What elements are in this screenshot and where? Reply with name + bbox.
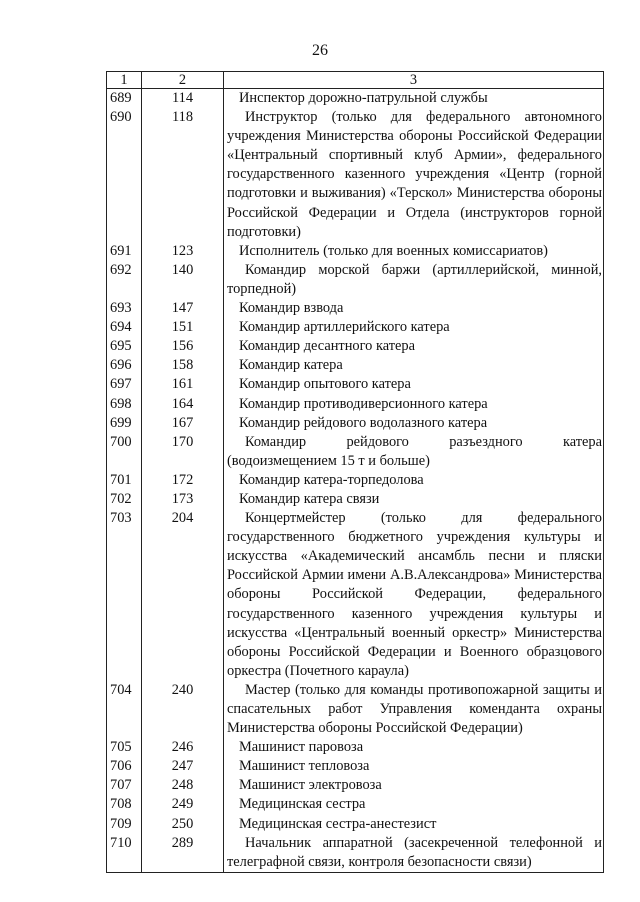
table-row [107,242,604,261]
table-row [107,757,604,776]
row-number: 691 [107,242,142,261]
row-number: 709 [107,815,142,834]
position-title: Командир рейдового разъездного катера (водоизмещением 15 т и больше) [224,433,604,471]
row-number: 707 [107,776,142,795]
table-row [107,834,604,873]
page-number: 26 [312,42,328,59]
table-row [107,261,604,299]
row-number: 693 [107,299,142,318]
position-code: 250 [142,815,224,834]
position-code: 123 [142,242,224,261]
table-row [107,395,604,414]
row-number: 698 [107,395,142,414]
row-number: 710 [107,834,142,873]
row-number: 700 [107,433,142,471]
position-code: 170 [142,433,224,471]
column-header-1: 1 [107,72,142,89]
position-title: Командир катера-торпедолова [224,471,604,490]
table-row [107,375,604,394]
row-number: 706 [107,757,142,776]
position-code: 161 [142,375,224,394]
position-code: 114 [142,89,224,109]
position-code: 173 [142,490,224,509]
position-title: Исполнитель (только для военных комиссариатов) [224,242,604,261]
position-code: 240 [142,681,224,738]
position-title: Инструктор (только для федерального автономного учреждения Министерства обороны Российской Федерации «Центральный спортивный клуб Армии», федерального государственного казенного учреждения «Центр (горной подготовки и выживания) «Терскол» Министерства обороны Российской Федерации и Отдела (инструкторов горной подготовки) [224,108,604,242]
position-title: Машинист паровоза [224,738,604,757]
position-code: 248 [142,776,224,795]
position-code: 118 [142,108,224,242]
position-title: Медицинская сестра-анестезист [224,815,604,834]
row-number: 692 [107,261,142,299]
position-code: 249 [142,795,224,814]
table-row [107,815,604,834]
table-row [107,433,604,471]
row-number: 689 [107,89,142,109]
row-number: 690 [107,108,142,242]
position-title: Командир артиллерийского катера [224,318,604,337]
table-body [107,89,604,873]
row-number: 695 [107,337,142,356]
position-title: Командир катера связи [224,490,604,509]
position-title: Концертмейстер (только для федерального государственного бюджетного учреждения культуры и искусства «Академический ансамбль песни и пляски Российской Армии имени А.В.Александрова» Министерства обороны Российской Федерации, федерального государственного казенного учреждения культуры и искусства «Центральный военный оркестр» Министерства обороны Российской Федерации и Военного образцового оркестра (Почетного караула) [224,509,604,681]
row-number: 699 [107,414,142,433]
row-number: 696 [107,356,142,375]
positions-table [106,71,604,873]
row-number: 708 [107,795,142,814]
table-row [107,490,604,509]
row-number: 704 [107,681,142,738]
table-row [107,108,604,242]
table-row [107,318,604,337]
row-number: 697 [107,375,142,394]
position-title: Командир рейдового водолазного катера [224,414,604,433]
table-row [107,89,604,109]
position-title: Мастер (только для команды противопожарной защиты и спасательных работ Управления коменданта охраны Министерства обороны Российской Федерации) [224,681,604,738]
position-title: Командир десантного катера [224,337,604,356]
position-title: Машинист электровоза [224,776,604,795]
position-code: 246 [142,738,224,757]
position-code: 140 [142,261,224,299]
position-code: 151 [142,318,224,337]
position-title: Командир катера [224,356,604,375]
table-row [107,414,604,433]
table-row [107,776,604,795]
row-number: 702 [107,490,142,509]
position-title: Медицинская сестра [224,795,604,814]
position-title: Начальник аппаратной (засекреченной телефонной и телеграфной связи, контроля безопасности связи) [224,834,604,873]
position-code: 204 [142,509,224,681]
row-number: 701 [107,471,142,490]
table-row [107,299,604,318]
table-row [107,738,604,757]
row-number: 705 [107,738,142,757]
table-row [107,356,604,375]
table-row [107,795,604,814]
position-code: 247 [142,757,224,776]
position-title: Машинист тепловоза [224,757,604,776]
position-code: 289 [142,834,224,873]
position-title: Командир опытового катера [224,375,604,394]
position-code: 156 [142,337,224,356]
column-header-3: 3 [224,72,604,89]
row-number: 703 [107,509,142,681]
column-header-2: 2 [142,72,224,89]
table-row [107,509,604,681]
table-row [107,337,604,356]
position-title: Командир взвода [224,299,604,318]
position-code: 147 [142,299,224,318]
position-code: 158 [142,356,224,375]
table-row [107,681,604,738]
row-number: 694 [107,318,142,337]
position-title: Инспектор дорожно-патрульной службы [224,89,604,109]
position-code: 172 [142,471,224,490]
position-code: 167 [142,414,224,433]
table-row [107,471,604,490]
position-title: Командир морской баржи (артиллерийской, минной, торпедной) [224,261,604,299]
position-code: 164 [142,395,224,414]
table-header-row [107,72,604,89]
position-title: Командир противодиверсионного катера [224,395,604,414]
